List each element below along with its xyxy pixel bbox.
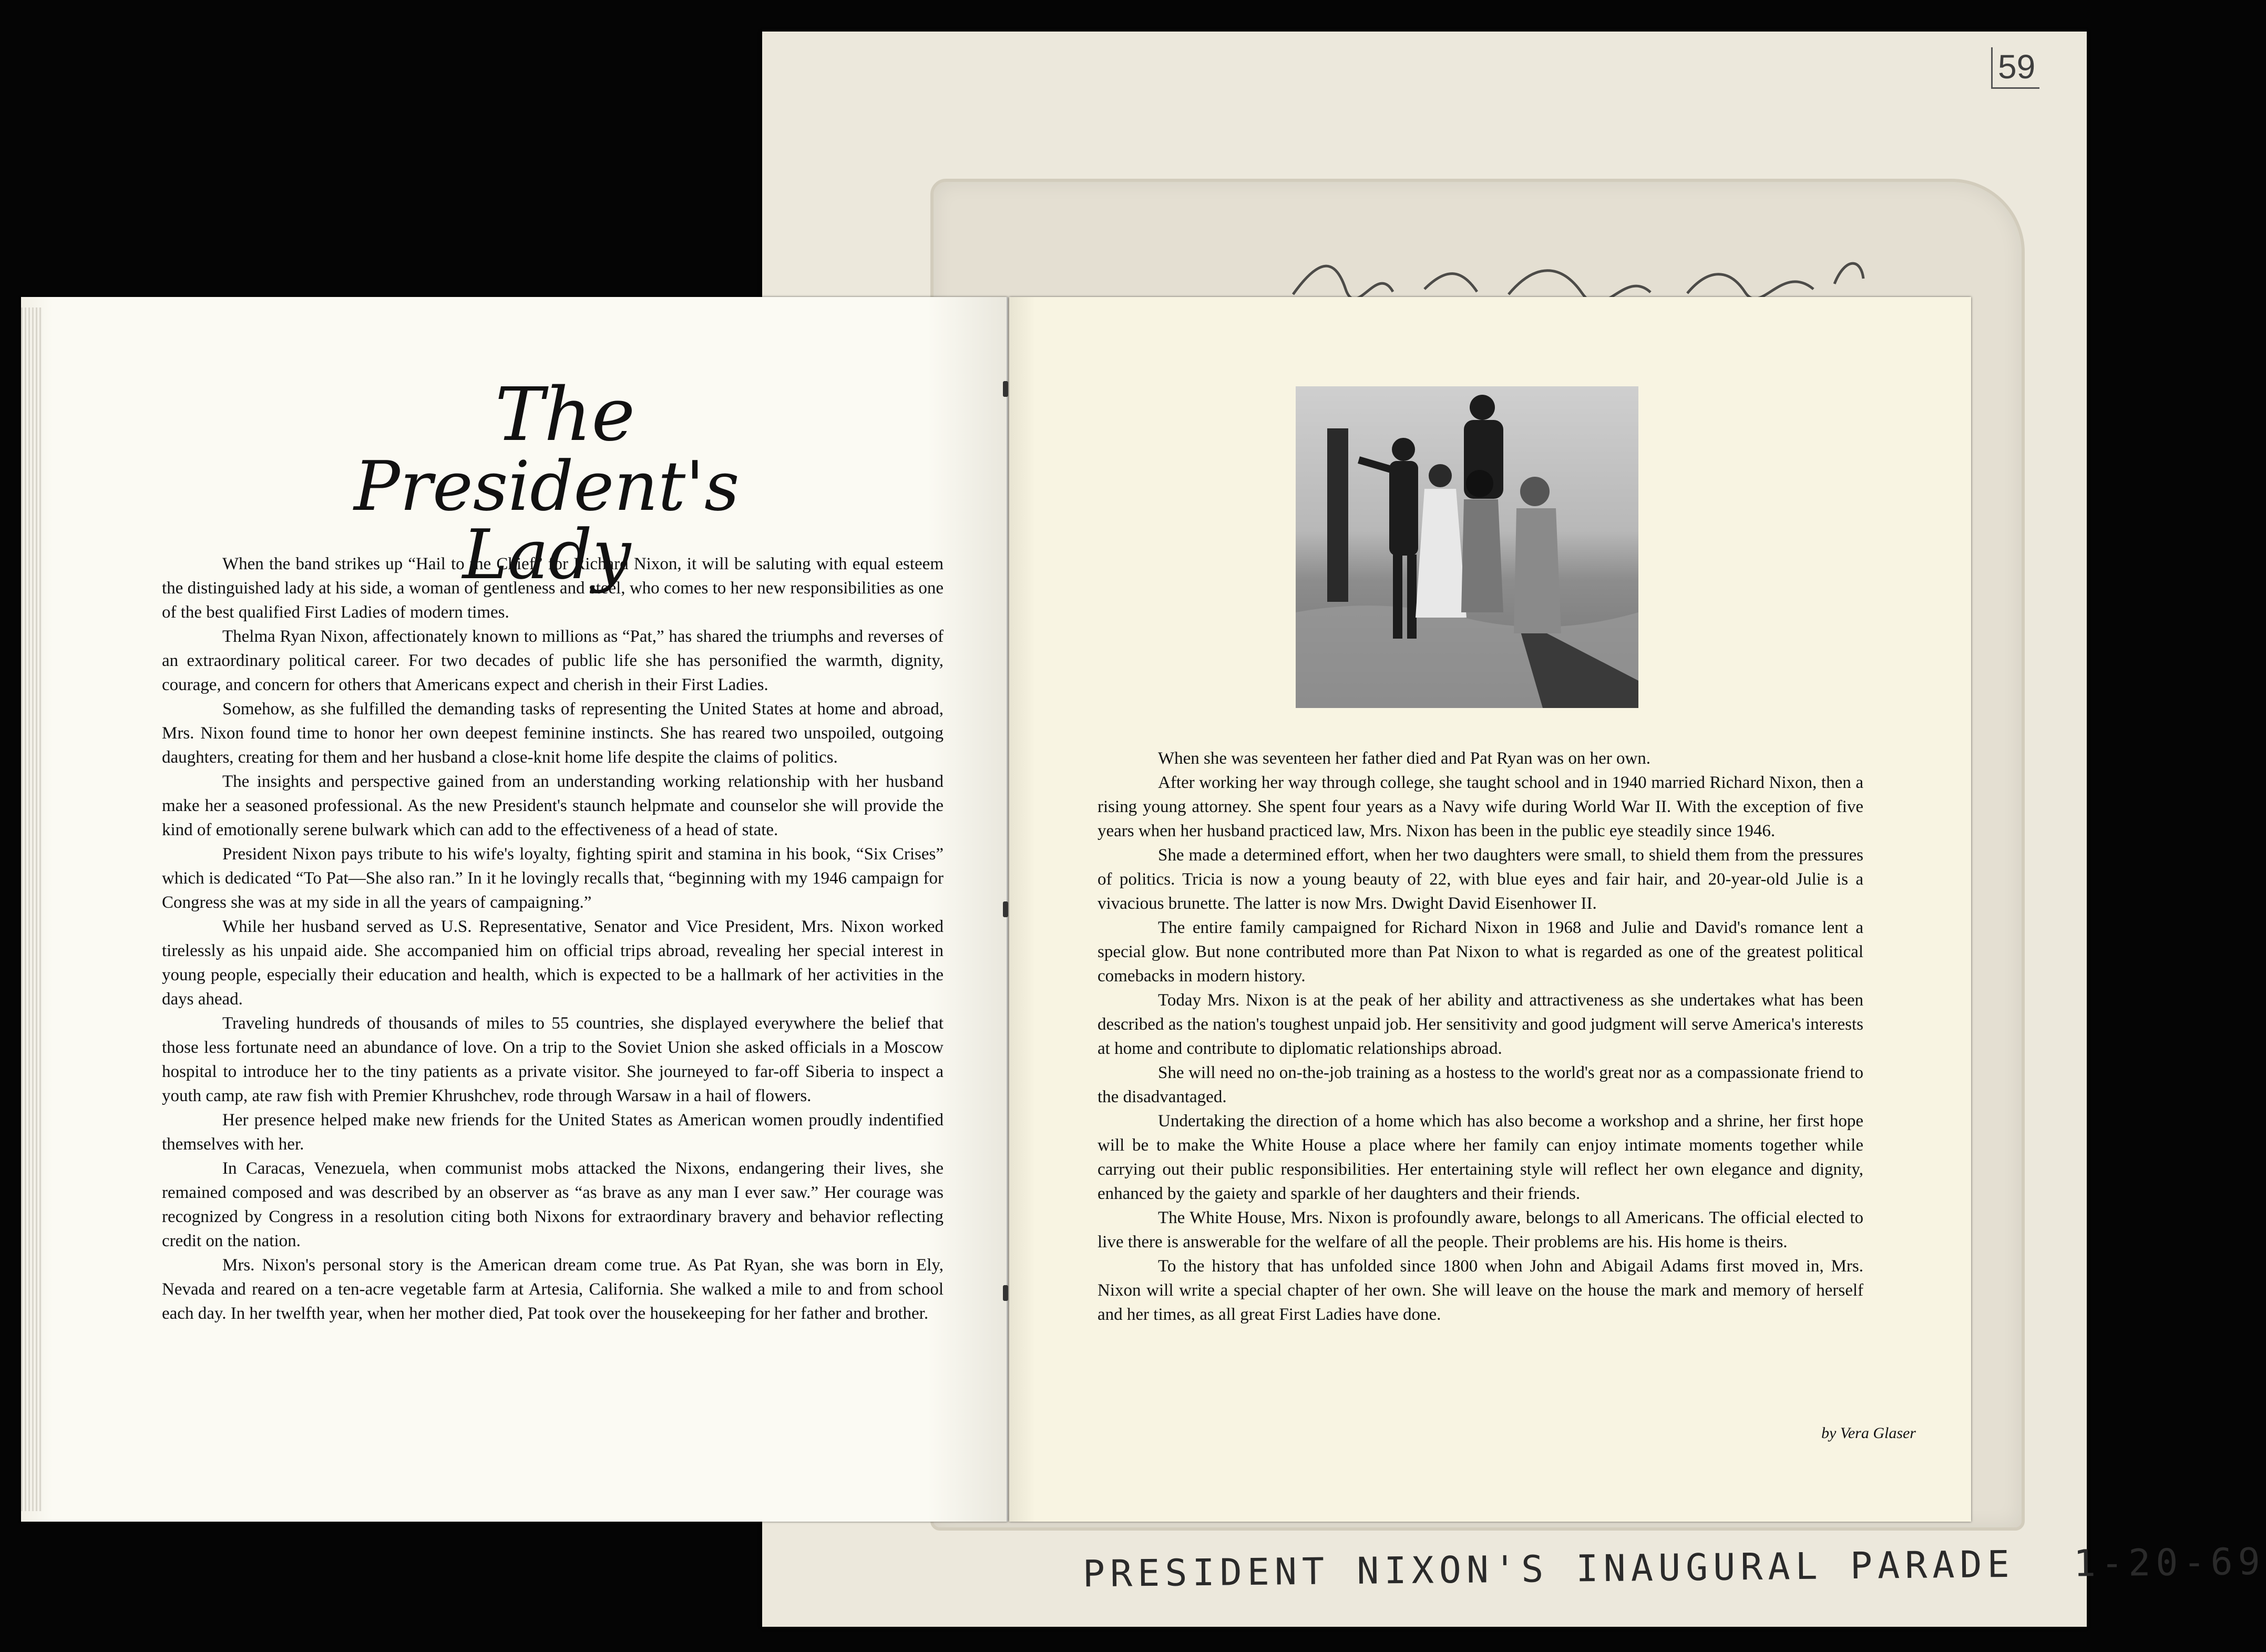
right-page (1009, 297, 1971, 1522)
paragraph: She made a determined effort, when her two daughters were small, to shield them from the pressures of politics. Tricia is now a young beauty of 22, with blue eyes and fair hair, and 20-year-old Julie is a vivacious brunette. The latter is now Mrs. Dwight David Eisenhower II. (1098, 846, 1863, 913)
binding-staple (1003, 1285, 1008, 1301)
paragraph: While her husband served as U.S. Representative, Senator and Vice President, Mrs. Nixon worked tirelessly as his unpaid aide. She accompanied him on official trips abroad, revealing her special interest in young people, especially their education and health, which is expected to be a hallmark of her activities in the days ahead. (162, 917, 944, 1009)
family-photo (1296, 386, 1638, 708)
paragraph: Undertaking the direction of a home which has also become a workshop and a shrine, her first hope will be to make the White House a place where her family can enjoy intimate moments together while carrying out their public responsibilities. Her entertaining style will reflect her own elegance and dignity, enhanced by the gaiety and sparkle of her daughters and their friends. (1098, 1112, 1863, 1203)
paragraph: Mrs. Nixon's personal story is the American dream come true. As Pat Ryan, she was born in Ely, Nevada and reared on a ten-acre vegetable farm at Artesia, California. She walked a mile to and from school each day. In her twelfth year, when her mother died, Pat took over the housekeeping for her father and brother. (162, 1256, 944, 1323)
paragraph: Today Mrs. Nixon is at the peak of her ability and attractiveness as she undertakes what has been described as the nation's toughest unpaid job. Her sensitivity and good judgment will serve America's interests at home and contribute to diplomatic relationships abroad. (1098, 991, 1863, 1058)
binding-staple (1003, 901, 1008, 917)
paragraph: Somehow, as she fulfilled the demanding tasks of representing the United States at home and abroad, Mrs. Nixon found time to honor her own deepest feminine instincts. She has reared two unspoiled, outgoing daughters, creating for them and her husband a close-knit home life despite the claims of politics. (162, 700, 944, 767)
paragraph: Traveling hundreds of thousands of miles to 55 countries, she displayed everywhere the belief that those less fortunate need an abundance of love. On a trip to the Soviet Union she asked officials in a Moscow hospital to introduce her to the tiny patients as a private visitor. She journeyed to far-off Siberia to inspect a youth camp, ate raw fish with Premier Khrushchev, rode through Warsaw in a hail of flowers. (162, 1014, 944, 1105)
title-line-1: The (495, 372, 635, 458)
program-booklet (21, 297, 1971, 1522)
page-edge-stack (21, 307, 42, 1511)
paragraph: President Nixon pays tribute to his wife's loyalty, fighting spirit and stamina in his book, “Six Crises” which is dedicated “To Pat—She also ran.” In it he lovingly recalls that, “beginning with my 1946 campaign for Congress she was at my side in all the years of campaigning.” (162, 845, 944, 912)
caption-text: PRESIDENT NIXON'S INAUGURAL PARADE (1082, 1542, 2015, 1596)
paragraph: The insights and perspective gained from an understanding working relationship with her husband make her a seasoned professional. As the new President's staunch helpmate and counselor she will provide the kind of emotionally serene bulwark which can add to the effectiveness of a head of state. (162, 772, 944, 839)
paragraph: In Caracas, Venezuela, when communist mobs attacked the Nixons, endangering their lives, she remained composed and was described by an observer as “as brave as any man I ever saw.” Her courage was recognized by Congress in a resolution citing both Nixons for extraordinary bravery and behavior reflecting credit on the nation. (162, 1159, 944, 1250)
paragraph: Thelma Ryan Nixon, affectionately known to millions as “Pat,” has shared the triumphs and reverses of an extraordinary political career. For two decades of public life she has personified the warmth, dignity, courage, and concern for others that Americans expect and cherish in their First Ladies. (162, 627, 944, 694)
byline: by Vera Glaser (1821, 1424, 1916, 1442)
left-page (21, 297, 1008, 1522)
paragraph: To the history that has unfolded since 1800 when John and Abigail Adams first moved in, Mrs. Nixon will write a special chapter of her own. She will leave on the house the mark and memory of herself and her times, as all great First Ladies have done. (1098, 1257, 1863, 1324)
paragraph: When she was seventeen her father died and Pat Ryan was on her own. (1158, 749, 1651, 768)
paragraph: She will need no on-the-job training as a hostess to the world's great nor as a compassionate friend to the disadvantaged. (1098, 1063, 1863, 1106)
paragraph: The entire family campaigned for Richard Nixon in 1968 and Julie and David's romance lent a special glow. But none contributed more than Pat Nixon to what is regarded as one of the greatest political comebacks in modern history. (1098, 918, 1863, 986)
title-line-2: President's Lady (354, 446, 740, 594)
paragraph: When the band strikes up “Hail to the Chief” for Richard Nixon, it will be saluting with equal esteem the distinguished lady at his side, a woman of gentleness and steel, who comes to her new responsibilities as one of the best qualified First Ladies of modern times. (162, 555, 944, 622)
binding-staple (1003, 381, 1008, 397)
right-column-text (1098, 746, 1863, 1327)
paragraph: Her presence helped make new friends for the United States as American women proudly indentified themselves with her. (162, 1111, 944, 1154)
left-column-text (162, 552, 944, 1326)
archive-number: 59 (1991, 47, 2039, 89)
paragraph: The White House, Mrs. Nixon is profoundly aware, belongs to all Americans. The official elected to live there is answerable for the welfare of all the people. Their problems are his. His home is theirs. (1098, 1208, 1863, 1251)
paragraph: After working her way through college, she taught school and in 1940 married Richard Nixon, then a rising young attorney. She spent four years as a Navy wife during World War II. With the exception of five years when her husband practiced law, Mrs. Nixon has been in the public eye steadily since 1946. (1098, 773, 1863, 840)
caption-date: 1-20-69 (2073, 1540, 2266, 1585)
handwritten-caption (1082, 1540, 2266, 1610)
